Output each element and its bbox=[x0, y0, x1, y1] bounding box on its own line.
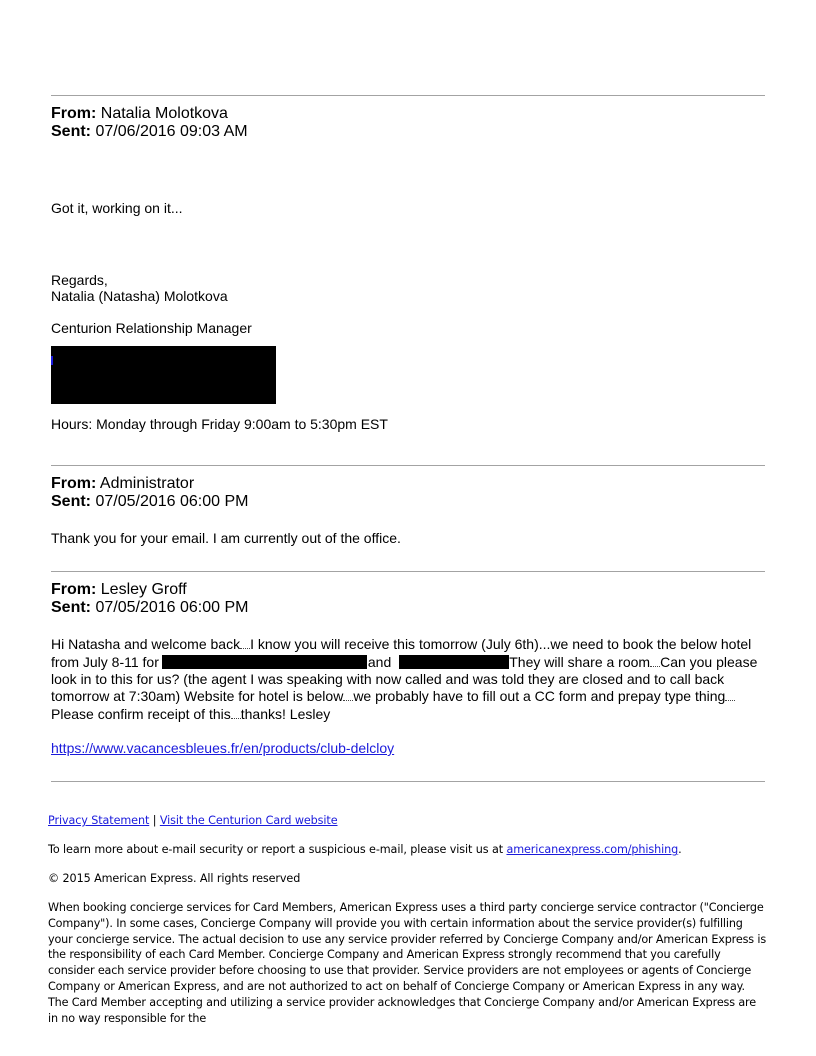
security-notice: To learn more about e-mail security or report a suspicious e-mail, please visit us at americanexpress.com/phishing. bbox=[48, 843, 682, 856]
message-body: Got it, working on it... bbox=[51, 200, 183, 216]
message-divider bbox=[51, 465, 765, 466]
message-body: Thank you for your email. I am currently out of the office. bbox=[51, 530, 401, 546]
phishing-link[interactable]: americanexpress.com/phishing bbox=[506, 843, 679, 856]
message-from bbox=[51, 581, 187, 599]
redacted-link-fragment bbox=[51, 356, 53, 365]
footer-links bbox=[48, 813, 338, 829]
message-divider bbox=[51, 95, 765, 96]
message-divider bbox=[51, 781, 765, 782]
message-body-line: Hi Natasha and welcome back I know you will receive this tomorrow (July 6th)...we need to book the below hotel bbox=[51, 636, 752, 652]
message-body-line: from July 8-11 for and They will share a room Can you please bbox=[51, 654, 758, 670]
message-divider bbox=[51, 571, 765, 572]
sent-label: Sent: bbox=[51, 599, 91, 616]
from-name: Administrator bbox=[99, 475, 195, 492]
message-sent bbox=[51, 599, 248, 617]
message-sent bbox=[51, 123, 248, 141]
message-body-line: tomorrow at 7:30am) Website for hotel is below we probably have to fill out a CC form and prepay type thing bbox=[51, 688, 735, 704]
copyright: © 2015 American Express. All rights reserved bbox=[48, 872, 301, 885]
signature-name: Natalia (Natasha) Molotkova bbox=[51, 288, 228, 304]
privacy-statement-link[interactable]: Privacy Statement bbox=[48, 814, 150, 827]
sent-value: 07/05/2016 06:00 PM bbox=[95, 599, 249, 616]
redaction-block bbox=[162, 655, 367, 669]
from-name: Lesley Groff bbox=[100, 581, 187, 598]
from-label: From: bbox=[51, 475, 97, 492]
hotel-link-line bbox=[51, 740, 394, 756]
message-from bbox=[51, 105, 228, 123]
centurion-website-link[interactable]: Visit the Centurion Card website bbox=[159, 814, 338, 827]
hotel-link[interactable]: https://www.vacancesbleues.fr/en/products/club-delcloy bbox=[51, 740, 395, 756]
message-body-line: look in to this for us? (the agent I was speaking with now called and was told they are closed and to call back bbox=[51, 671, 725, 687]
from-label: From: bbox=[51, 105, 97, 122]
redaction-block bbox=[51, 346, 276, 404]
signature-regards: Regards, bbox=[51, 272, 108, 288]
sent-value: 07/05/2016 06:00 PM bbox=[95, 493, 249, 510]
message-from bbox=[51, 475, 194, 493]
signature-title: Centurion Relationship Manager bbox=[51, 320, 252, 336]
message-body-line: Please confirm receipt of this thanks! Lesley bbox=[51, 706, 331, 722]
signature-hours: Hours: Monday through Friday 9:00am to 5:30pm EST bbox=[51, 416, 388, 432]
from-name: Natalia Molotkova bbox=[100, 105, 228, 122]
redaction-block bbox=[399, 655, 509, 669]
message-sent bbox=[51, 493, 248, 511]
from-label: From: bbox=[51, 581, 97, 598]
footer-separator: | bbox=[152, 814, 157, 827]
sent-label: Sent: bbox=[51, 123, 91, 140]
disclaimer: When booking concierge services for Card Members, American Express uses a third party concierge service contractor ("Concierge Company"). In some cases, Concierge Company will provide you with certain information about the service provider(s) fulfilling your concierge service. The actual decision to use any service provider referred by Concierge Company and/or American Express is the responsibility of each Card Member. Concierge Company and American Express strongly recommend that you carefully consider each service provider before choosing to use that provider. Service providers are not employees or agents of Concierge Company or American Express, and are not authorized to act on behalf of Concierge Company or American Express in any way. The Card Member accepting and utilizing a service provider acknowledges that Concierge Company and/or American Express are in no way responsible for the bbox=[48, 901, 767, 1025]
sent-label: Sent: bbox=[51, 493, 91, 510]
sent-value: 07/06/2016 09:03 AM bbox=[95, 123, 248, 140]
